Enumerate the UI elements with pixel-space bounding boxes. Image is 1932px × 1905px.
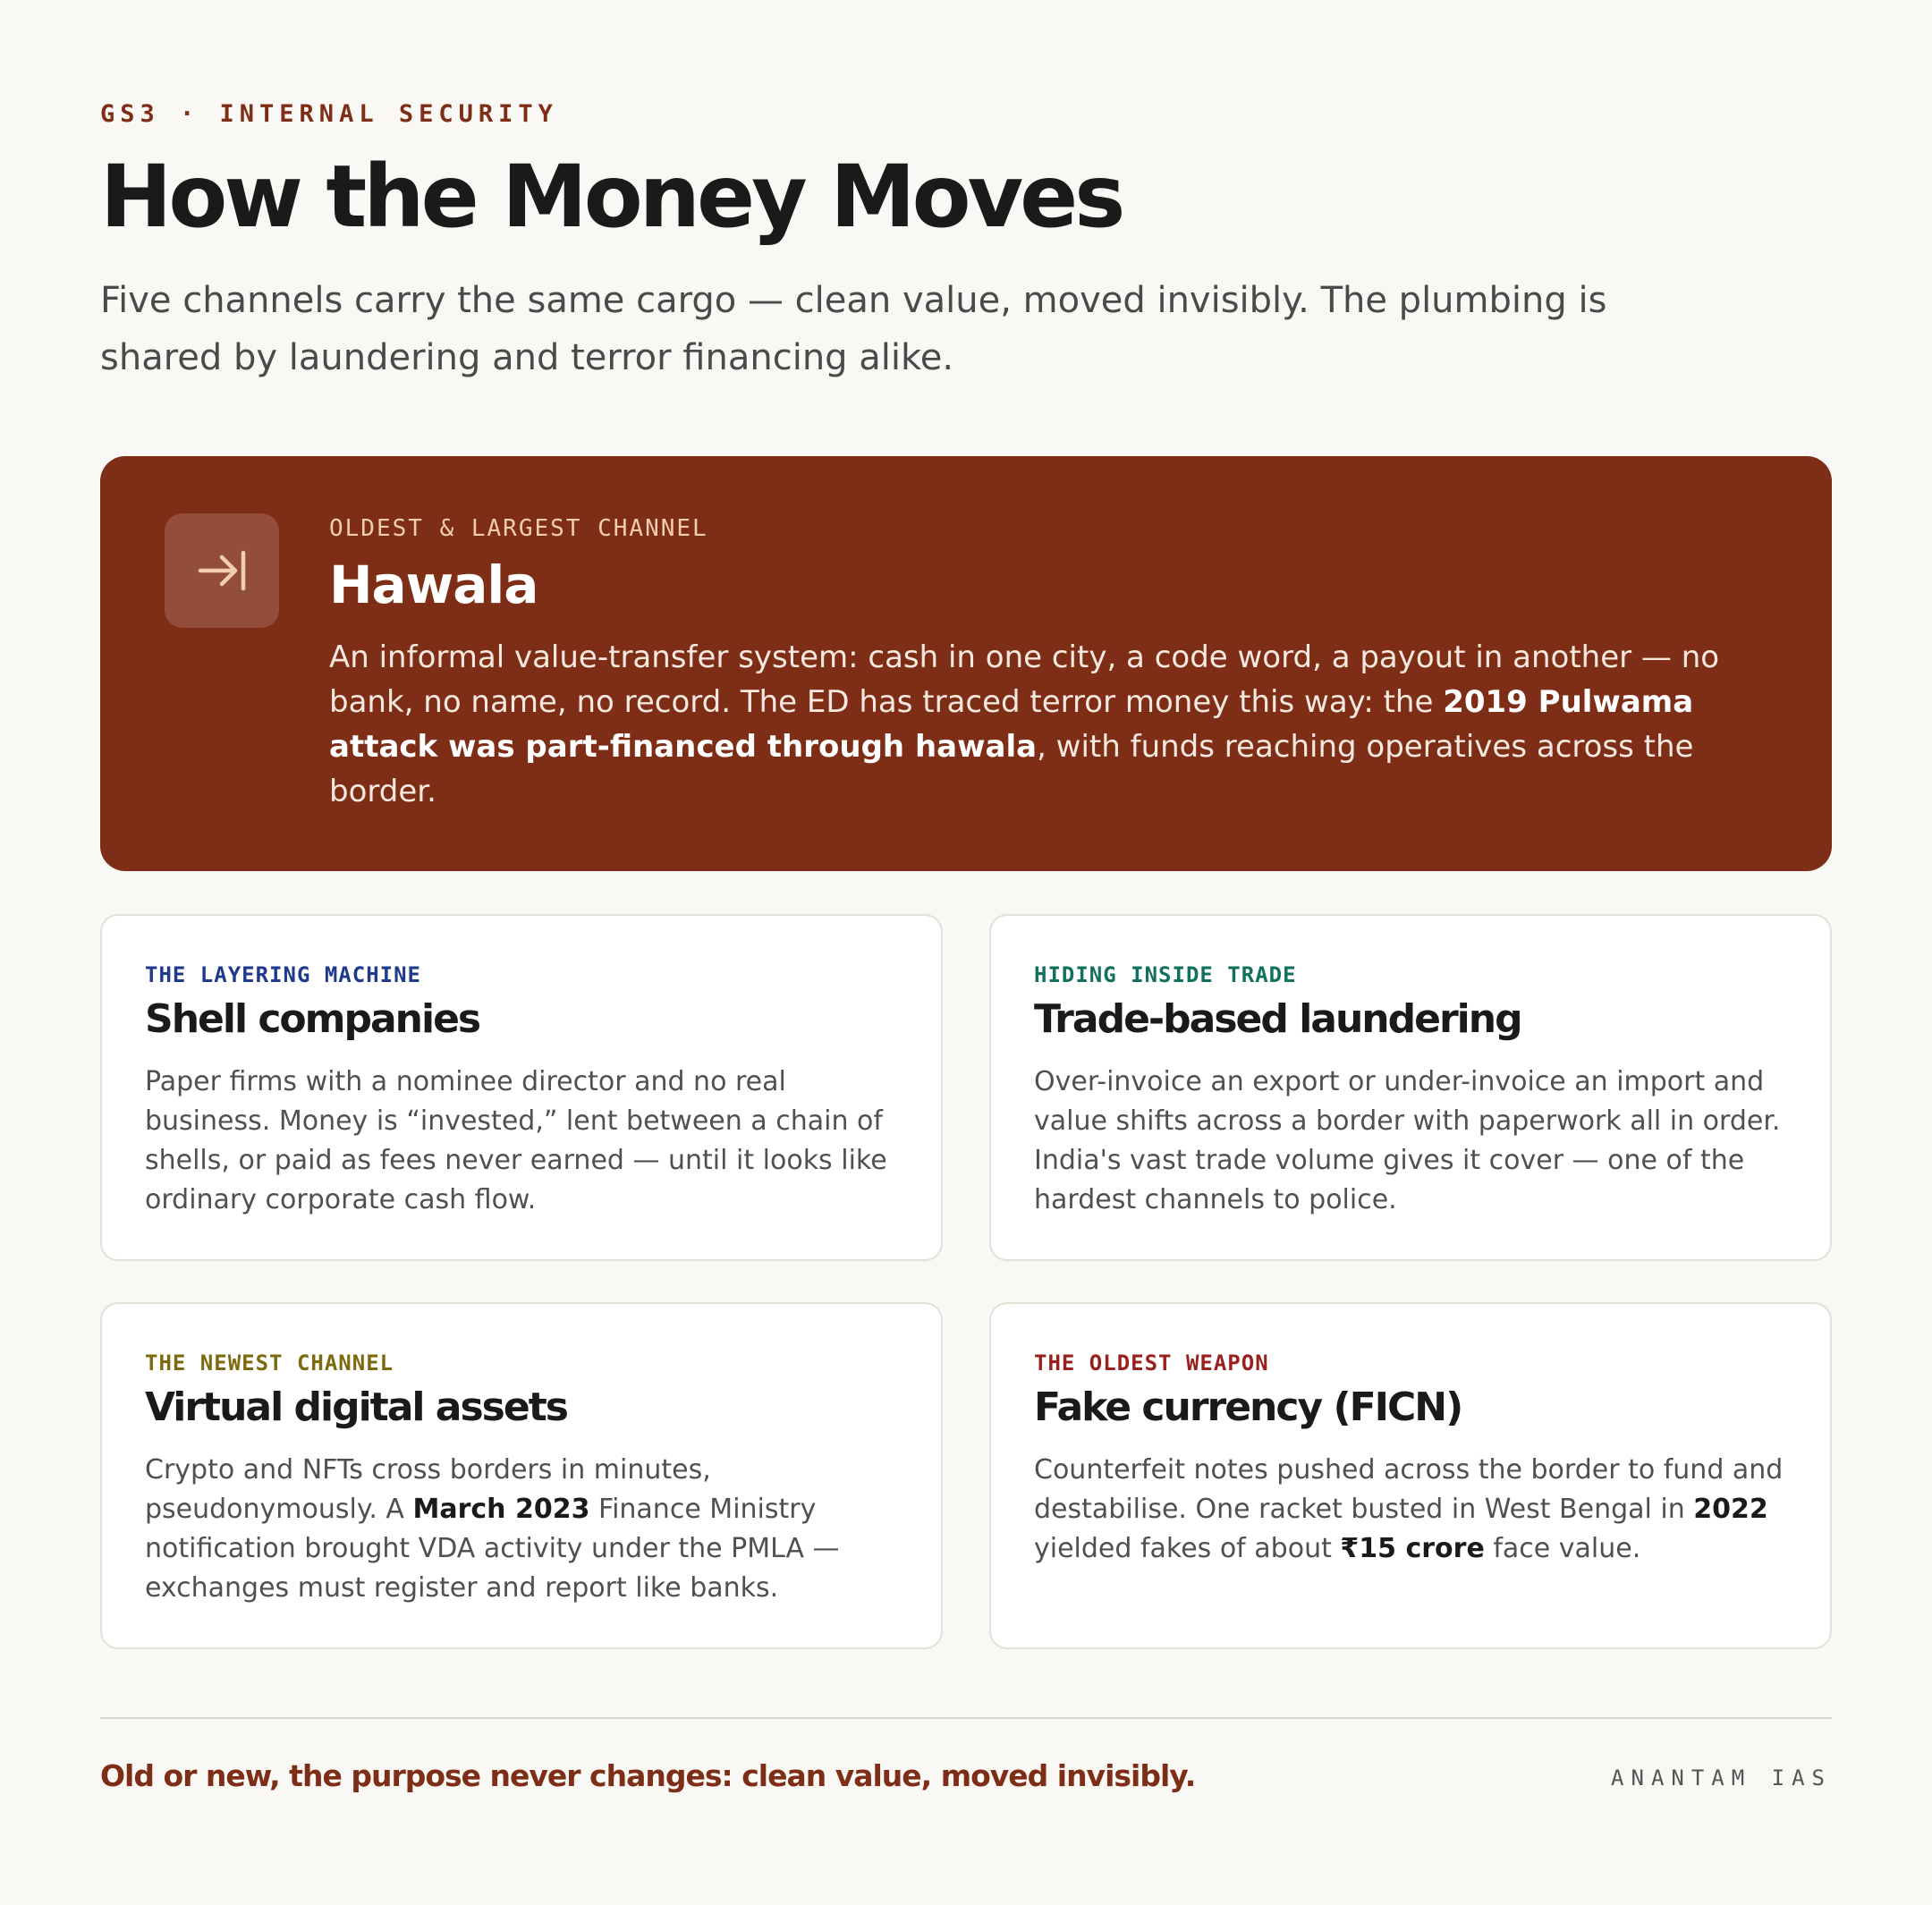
- card-tag: THE LAYERING MACHINE: [145, 962, 421, 987]
- footer-divider: [100, 1717, 1832, 1719]
- hawala-highlight: 2019 Pulwama attack was part-financed through hawala: [329, 684, 1694, 765]
- card-title: Fake currency (FICN): [1034, 1384, 1462, 1430]
- card-description: Paper firms with a nominee director and no real business. Money is “invested,” lent between a chain of shells, or paid as fees never earned — until it looks like ordinary corporate cash flow.: [145, 1066, 887, 1215]
- page-title: How the Money Moves: [100, 147, 1123, 247]
- card-description: Counterfeit notes pushed across the border to fund and destabilise. One racket busted in West Bengal in 2022 yielded fakes of about ₹15 crore face value.: [1034, 1454, 1784, 1564]
- page-subtitle: Five channels carry the same cargo — clean value, moved invisibly. The plumbing is shared by laundering and terror financing alike.: [100, 280, 1607, 378]
- card-description: Over-invoice an export or under-invoice an import and value shifts across a border with paperwork all in order. India's vast trade volume gives it cover — one of the hardest channels to police.: [1034, 1066, 1781, 1215]
- card-tag: THE OLDEST WEAPON: [1034, 1350, 1269, 1376]
- section-kicker: GS3 · INTERNAL SECURITY: [100, 100, 558, 128]
- brand-logo-text: ANANTAM IAS: [1611, 1765, 1832, 1791]
- trade-based-laundering-card: [989, 914, 1832, 1261]
- card-title: Trade-based laundering: [1034, 996, 1521, 1042]
- card-description: Crypto and NFTs cross borders in minutes, pseudonymously. A March 2023 Finance Ministry notification brought VDA activity under the PMLA — exchanges must register and report like banks.: [145, 1454, 840, 1604]
- hawala-tag: OLDEST & LARGEST CHANNEL: [329, 515, 708, 542]
- shell-companies-card: [100, 914, 943, 1261]
- hawala-title: Hawala: [329, 555, 538, 615]
- fake-currency-card: [989, 1302, 1832, 1649]
- hawala-feature-card: [100, 456, 1832, 871]
- card-tag: THE NEWEST CHANNEL: [145, 1350, 394, 1376]
- card-title: Virtual digital assets: [145, 1384, 567, 1430]
- arrow-right-to-bar-icon: [165, 513, 279, 628]
- infographic-page: [100, 0, 1832, 1905]
- virtual-digital-assets-card: [100, 1302, 943, 1649]
- footer-tagline: Old or new, the purpose never changes: clean value, moved invisibly.: [100, 1758, 1196, 1793]
- card-tag: HIDING INSIDE TRADE: [1034, 962, 1297, 987]
- hawala-description: An informal value-transfer system: cash in one city, a code word, a payout in another — no bank, no name, no record. The ED has traced terror money this way: the 2019 Pulwama attack was part-financed through hawala, with funds reaching operatives across the border.: [329, 639, 1720, 809]
- card-title: Shell companies: [145, 996, 480, 1042]
